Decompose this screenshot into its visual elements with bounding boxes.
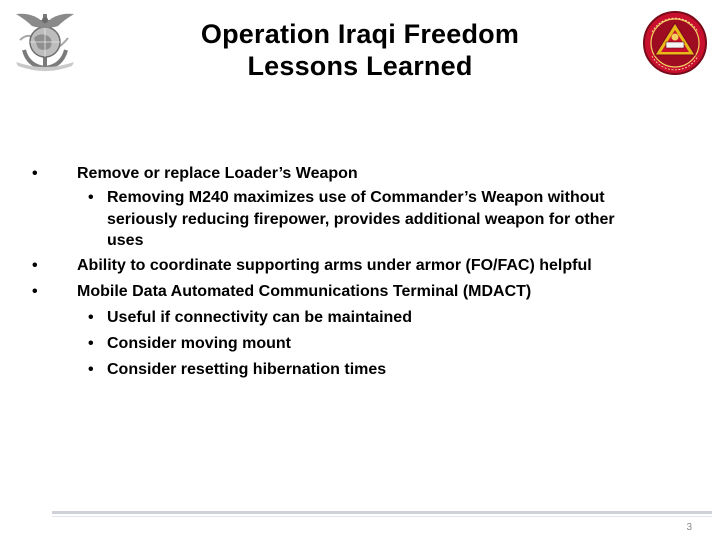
bullet-text: seriously reducing firepower, provides additional weapon for other [107, 211, 615, 228]
page-number: 3 [686, 522, 692, 533]
title-line-2: Lessons Learned [247, 51, 473, 81]
title-line-1: Operation Iraqi Freedom [200, 19, 520, 49]
bullet-marker: • [32, 257, 38, 274]
bullet-text: Useful if connectivity can be maintained [107, 309, 412, 326]
bullet-text: Remove or replace Loader’s Weapon [77, 165, 358, 182]
bullet-marker: • [32, 165, 38, 182]
bullet-text: Ability to coordinate supporting arms under armor (FO/FAC) helpful [77, 257, 592, 274]
bullet-text: Removing M240 maximizes use of Commander’s Weapon without [107, 189, 605, 206]
bullet-text: uses [107, 232, 144, 249]
bullet-text: Mobile Data Automated Communications Terminal (MDACT) [77, 283, 532, 300]
bullet-text: Consider moving mount [107, 335, 291, 352]
bullet-text: Consider resetting hibernation times [107, 361, 387, 378]
footer-divider-thin [52, 516, 712, 517]
bullet-marker: • [88, 189, 94, 206]
bullet-marker: • [32, 283, 38, 300]
bullet-marker: • [88, 309, 94, 326]
bullet-marker: • [88, 335, 94, 352]
footer-divider [52, 511, 712, 514]
bullet-marker: • [88, 361, 94, 378]
